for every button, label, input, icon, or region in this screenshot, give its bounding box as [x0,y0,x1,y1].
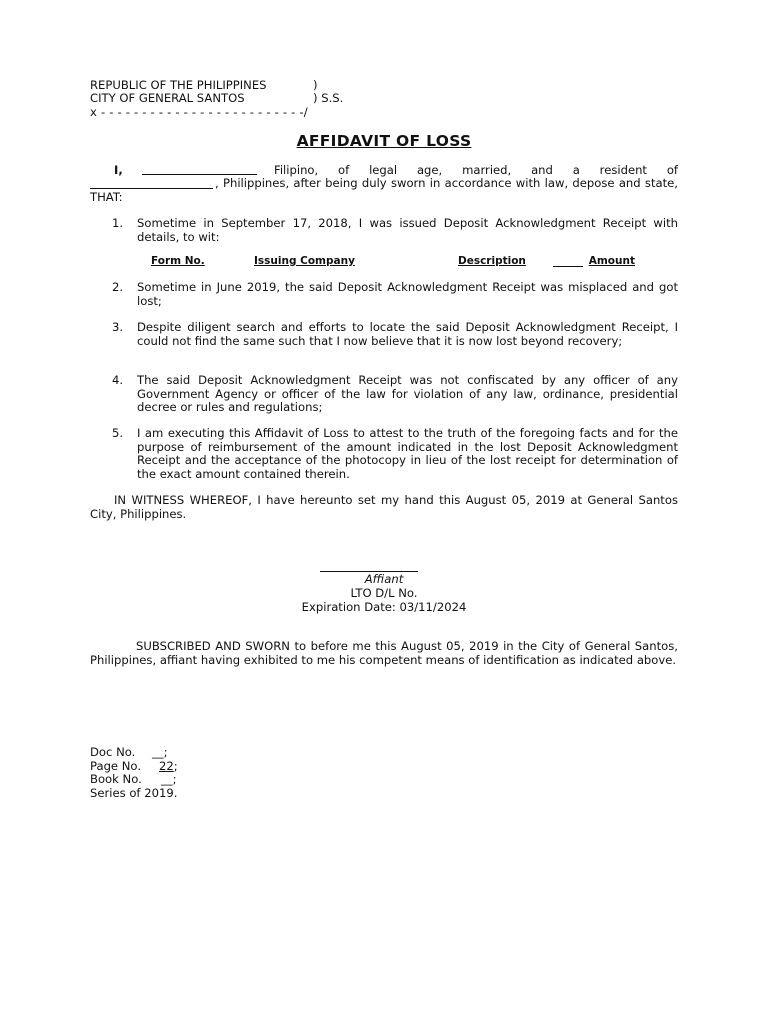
list-item [112,321,678,348]
item-number: 1. [112,216,124,230]
book-no-value: __; [161,772,177,786]
list-item [112,374,678,415]
doc-no-value: __; [152,745,168,759]
subscribed-paragraph: SUBSCRIBED AND SWORN to before me this August 05, 2019 in the City of General Santos, Philippines, affiant having exhibited to me his competent means of identification as indicated above. [90,639,678,667]
header-republic: REPUBLIC OF THE PHILIPPINES [90,78,267,92]
item-number: 5. [112,426,124,440]
list-item [112,427,678,481]
affiant-label: Affiant [364,572,404,586]
column-header-amount: Amount [588,255,635,267]
item-text: Sometime in June 2019, the said Deposit Acknowledgment Receipt was misplaced and got lost; [137,280,678,308]
item-text: The said Deposit Acknowledgment Receipt was not confiscated by any officer of any Government Agency or officer of the law for violation of any law, ordinance, presidential decree or rules and regulations; [137,373,678,414]
page-no-suffix: ; [173,759,178,773]
witness-paragraph: IN WITNESS WHEREOF, I have hereunto set my hand this August 05, 2019 at General Santos City, Philippines. [90,493,678,521]
header-ss: ) S.S. [313,91,344,105]
list-item [112,281,678,308]
doc-no-label: Doc No. [90,745,136,759]
intro-part2: , Philippines, after being duly sworn in accordance with law, depose and state, THAT: [90,176,678,204]
book-no-label: Book No. [90,772,142,786]
amount-underline [553,266,583,267]
header-divider: x - - - - - - - - - - - - - - - - - - - - - - - - -/ [90,105,308,119]
document-title: AFFIDAVIT OF LOSS [296,132,472,150]
expiration-date: Expiration Date: 03/11/2024 [301,600,467,614]
header-republic-mark: ) [313,78,318,92]
item-number: 3. [112,320,124,334]
item-text: Despite diligent search and efforts to locate the said Deposit Acknowledgment Receipt, I could not find the same such that I now believe that it is now lost beyond recovery; [137,320,678,348]
item-text: I am executing this Affidavit of Loss to attest to the truth of the foregoing facts and for the purpose of reimbursement of the amount indicated in the lost Deposit Acknowledgment Receipt and the acceptance of the photocopy in lieu of the lost receipt for determination of the exact amount contained therein. [137,426,678,481]
series-label: Series of 2019. [90,786,178,800]
column-header-issuing-company: Issuing Company [254,255,355,267]
item-number: 4. [112,373,124,387]
column-header-form-no: Form No. [151,255,205,267]
intro-pronoun: I, [114,163,123,177]
list-item [112,217,678,244]
page-no-number: 22 [159,759,174,773]
item-number: 2. [112,280,124,294]
header-city: CITY OF GENERAL SANTOS [90,91,245,105]
item-text: Sometime in September 17, 2018, I was issued Deposit Acknowledgment Receipt with details, to wit: [137,216,678,244]
lto-label: LTO D/L No. [350,586,418,600]
column-header-description: Description [458,255,526,267]
intro-part1: Filipino, of legal age, married, and a resident of [274,163,678,177]
page-no-label: Page No. [90,759,141,773]
